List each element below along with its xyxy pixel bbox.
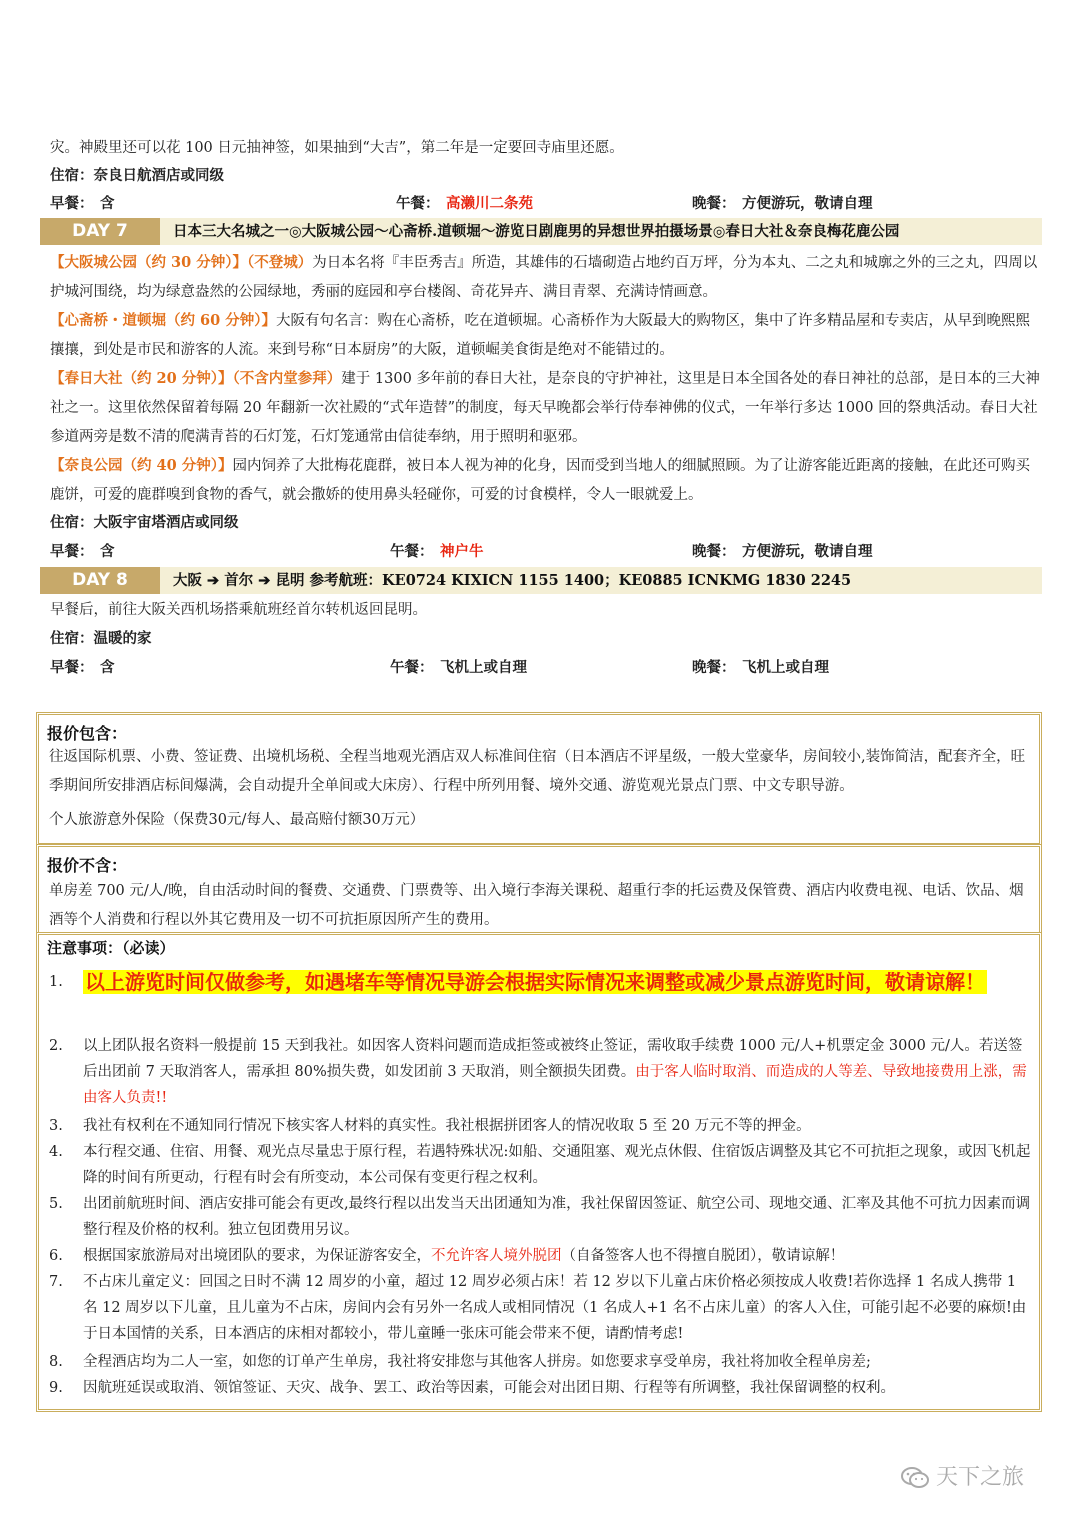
day7-paragraph-4 bbox=[50, 451, 1040, 510]
continued-text: 灾。神殿里还可以花 100 日元抽神签，如果抽到“大吉”，第二年是一定要回寺庙里还愿。 bbox=[50, 140, 624, 156]
day7-p2-text: 大阪有句名言：购在心斋桥，吃在道顿堀。心斋桥作为大阪最大的购物区，集中了许多精品屋和专卖店，从早到晚熙熙攘攘，到处是市民和游客的人流。来到号称“日本厨房”的大阪，道顿崛美食街是绝对不能错过的。 bbox=[50, 313, 1031, 358]
lunch-label: 午餐： bbox=[396, 195, 440, 212]
meals-day8 bbox=[50, 657, 1040, 679]
watermark-text: 天下之旅 bbox=[936, 1465, 1025, 1490]
note-number: 9. bbox=[49, 1380, 63, 1396]
dinner-value: 方便游玩，敬请自理 bbox=[742, 195, 873, 212]
notes-box bbox=[36, 932, 1042, 1412]
note-6-text: 根据国家旅游局对出境团队的要求，为保证游客安全， bbox=[83, 1248, 431, 1264]
note-6-text-end: （自备签客人也不得擅自脱团），敬请谅解！ bbox=[561, 1248, 845, 1264]
day7-header bbox=[40, 218, 1042, 245]
note-1-highlight: 以上游览时间仅做参考，如遇堵车等情况导游会根据实际情况来调整或减少景点游览时间，敬请谅解！ bbox=[85, 970, 985, 994]
day7-p3-label: 【春日大社（约 20 分钟）】（不含内堂参拜） bbox=[50, 370, 342, 387]
note-number: 6. bbox=[49, 1248, 63, 1264]
dinner-label: 晚餐： bbox=[692, 659, 736, 676]
dinner-value: 方便游玩，敬请自理 bbox=[742, 543, 873, 560]
note-number: 4. bbox=[49, 1144, 63, 1160]
day8-title: 大阪 ➔ 首尔 ➔ 昆明 参考航班：KE0724 KIXICN 1155 1400；KE0885 ICNKMG 1830 2245 bbox=[173, 572, 852, 589]
note-number: 1. bbox=[49, 974, 63, 990]
wechat-icon bbox=[900, 1465, 930, 1491]
note-4-text: 本行程交通、住宿、用餐、观光点尽量忠于原行程，若遇特殊状况:如船、交通阻塞、观光点休假、住宿饭店调整及其它不可抗拒之现象，或因飞机起降的时间有所更动，行程有时会有所变动，本公司保有变更行程之权利。 bbox=[83, 1144, 1031, 1186]
hotel-day8: 住宿：温暖的家 bbox=[50, 630, 152, 647]
note-2-warning: 由于客人临时取消、而造成的人等差、导致地接费用上涨，需由客人负责!! bbox=[83, 1064, 1027, 1106]
watermark bbox=[900, 1460, 1024, 1496]
day8-text: 早餐后，前往大阪关西机场搭乘航班经首尔转机返回昆明。 bbox=[50, 602, 427, 618]
day7-paragraph-1 bbox=[50, 248, 1040, 307]
excluded-heading: 报价不含： bbox=[47, 856, 128, 875]
price-included-box bbox=[36, 712, 1042, 846]
meals-day7 bbox=[50, 541, 1040, 563]
day7-p1-label: 【大阪城公园（约 30 分钟）】（不登城） bbox=[50, 254, 313, 271]
breakfast-label: 早餐： bbox=[50, 659, 94, 676]
notes-heading: 注意事项：（必读） bbox=[47, 939, 175, 957]
lunch-value: 神户牛 bbox=[440, 543, 484, 560]
note-2-text: 以上团队报名资料一般提前 15 天到我社。如因客人资料问题而造成拒签或被终止签证，需收取手续费 1000 元/人+机票定金 3000 元/人。若送签后出团前 7 天取消客人，需承担 80%损失费，如发团前 3 天取消，则全额损失团费。 bbox=[83, 1038, 1023, 1080]
note-7-text: 不占床儿童定义：回国之日时不满 12 周岁的小童，超过 12 周岁必须占床！若 12 岁以下儿童占床价格必须按成人收费!若你选择 1 名成人携带 1 名 12 周岁以下儿童，且儿童为不占床，房间内会有另外一名成人或相同情况（1 名成人+1 名不占床儿童）的客人入住，可能引起不必要的麻烦!由于日本国情的关系，日本酒店的床相对都较小，带儿童睡一张床可能会带来不便，请酌情考虑! bbox=[83, 1274, 1027, 1342]
day7-p2-label: 【心斋桥・道顿堀（约 60 分钟）】 bbox=[50, 312, 277, 329]
included-heading: 报价包含： bbox=[47, 724, 128, 743]
note-number: 3. bbox=[49, 1118, 63, 1134]
note-8-text: 全程酒店均为二人一室，如您的订单产生单房，我社将安排您与其他客人拼房。如您要求享受单房，我社将加收全程单房差; bbox=[83, 1354, 871, 1370]
lunch-value: 飞机上或自理 bbox=[440, 659, 527, 676]
lunch-value: 高濑川二条苑 bbox=[446, 195, 533, 212]
day7-p4-text: 园内饲养了大批梅花鹿群，被日本人视为神的化身，因而受到当地人的细腻照顾。为了让游客能近距离的接触，在此还可购买鹿饼，可爱的鹿群嗅到食物的香气，就会撒娇的使用鼻头轻碰你，可爱的讨食模样，令人一眼就爱上。 bbox=[50, 458, 1031, 503]
day7-paragraph-3 bbox=[50, 364, 1040, 452]
day7-p4-label: 【奈良公园（约 40 分钟）】 bbox=[50, 457, 233, 474]
day8-header bbox=[40, 567, 1042, 594]
note-5-text: 出团前航班时间、酒店安排可能会有更改,最终行程以出发当天出团通知为准，我社保留因签证、航空公司、现地交通、汇率及其他不可抗力因素而调整行程及价格的权利。独立包团费用另议。 bbox=[83, 1196, 1031, 1238]
day7-title: 日本三大名城之一◎大阪城公园～心斋桥.道顿堀～游览日剧鹿男的异想世界拍摄场景◎春日大社＆奈良梅花鹿公园 bbox=[173, 223, 900, 240]
dinner-value: 飞机上或自理 bbox=[742, 659, 829, 676]
breakfast-value: 含 bbox=[100, 659, 115, 676]
lunch-label: 午餐： bbox=[390, 543, 434, 560]
dinner-label: 晚餐： bbox=[692, 543, 736, 560]
note-number: 5. bbox=[49, 1196, 63, 1212]
note-6-warning: 不允许客人境外脱团 bbox=[431, 1248, 562, 1264]
included-insurance: 个人旅游意外保险（保费30元/每人、最高赔付额30万元） bbox=[49, 812, 425, 828]
hotel-day6: 住宿：奈良日航酒店或同级 bbox=[50, 167, 224, 184]
note-number: 2. bbox=[49, 1038, 63, 1054]
day7-paragraph-2 bbox=[50, 306, 1040, 365]
day7-tag: DAY 7 bbox=[40, 218, 160, 245]
breakfast-value: 含 bbox=[100, 195, 115, 212]
breakfast-label: 早餐： bbox=[50, 195, 94, 212]
day7-p3-text: 建于 1300 多年前的春日大社，是奈良的守护神社，这里是日本全国各处的春日神社的总部，是日本的三大神社之一。这里依然保留着每隔 20 年翻新一次社殿的“式年造替”的制度，每天早晚都会举行侍奉神佛的仪式，一年举行多达 1000 回的祭典活动。春日大社参道两旁是数不清的爬满青苔的石灯笼，石灯笼通常由信徒奉纳，用于照明和驱邪。 bbox=[50, 371, 1040, 445]
day8-tag: DAY 8 bbox=[40, 567, 160, 594]
note-number: 7. bbox=[49, 1274, 63, 1290]
note-number: 8. bbox=[49, 1354, 63, 1370]
price-excluded-box bbox=[36, 844, 1042, 936]
meals-day6 bbox=[50, 193, 1040, 215]
note-3-text: 我社有权利在不通知同行情况下核实客人材料的真实性。我社根据拼团客人的情况收取 5 至 20 万元不等的押金。 bbox=[83, 1118, 811, 1134]
included-text: 往返国际机票、小费、签证费、出境机场税、全程当地观光酒店双人标准间住宿（日本酒店不评星级，一般大堂豪华，房间较小,装饰简洁，配套齐全，旺季期间所安排酒店标间爆满，会自动提升全单间或大床房）、行程中所列用餐、境外交通、游览观光景点门票、中文专职导游。 bbox=[49, 749, 1026, 794]
hotel-day7: 住宿：大阪宇宙塔酒店或同级 bbox=[50, 514, 239, 531]
day7-p1-text: 为日本名将『丰臣秀吉』所造，其雄伟的石墙砌造占地约百万坪，分为本丸、二之丸和城廓之外的三之丸，四周以护城河围绕，均为绿意盎然的公园绿地，秀丽的庭园和亭台楼阁、奇花异卉、满目青翠、充满诗情画意。 bbox=[50, 255, 1038, 300]
note-9-text: 因航班延误或取消、领馆签证、天灾、战争、罢工、政治等因素，可能会对出团日期、行程等有所调整，我社保留调整的权利。 bbox=[83, 1380, 895, 1396]
dinner-label: 晚餐： bbox=[692, 195, 736, 212]
breakfast-value: 含 bbox=[100, 543, 115, 560]
excluded-text: 单房差 700 元/人/晚，自由活动时间的餐费、交通费、门票费等、出入境行李海关课税、超重行李的托运费及保管费、酒店内收费电视、电话、饮品、烟酒等个人消费和行程以外其它费用及一切不可抗拒原因所产生的费用。 bbox=[49, 883, 1024, 928]
breakfast-label: 早餐： bbox=[50, 543, 94, 560]
lunch-label: 午餐： bbox=[390, 659, 434, 676]
